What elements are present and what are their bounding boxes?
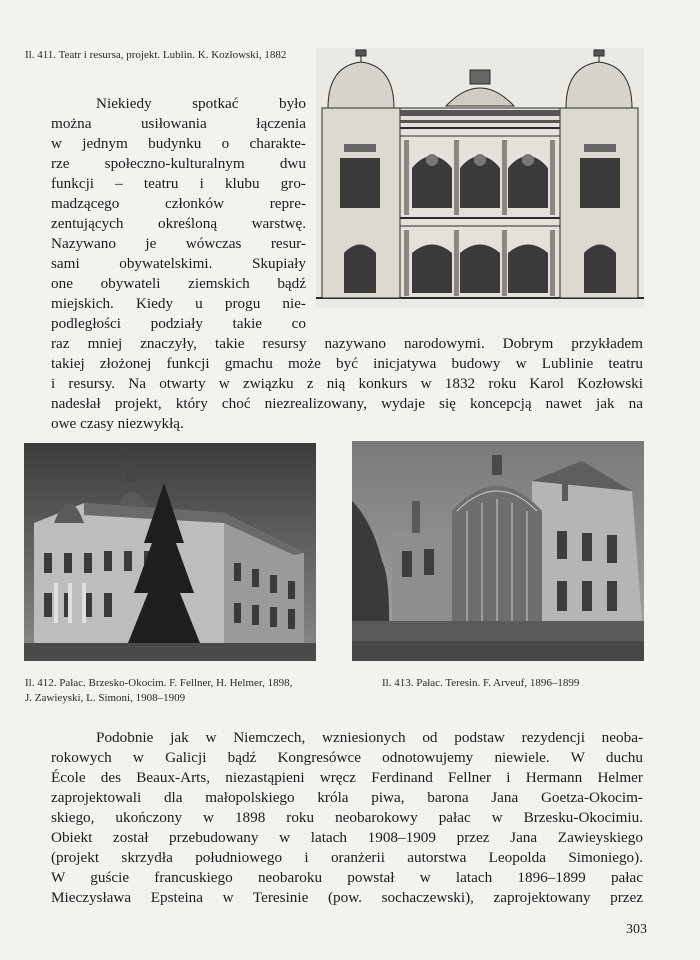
caption-ill-413: Il. 413. Pałac. Teresin. F. Arveuf, 1896–1899 [382, 677, 580, 689]
text-line: madzącego członków repre- [51, 195, 306, 212]
paragraph-1-narrow [51, 94, 306, 334]
text-line: zaprojektowali dla małopolskiego króla piwa, barona Jana Goetza-Okocim- [51, 789, 643, 806]
text-line: one obywateli ziemskich bądź [51, 275, 306, 292]
text-line: W guście francuskiego neobaroku powstał w latach 1896–1899 pałac [51, 869, 643, 886]
caption-line: J. Zawieyski, L. Simoni, 1908–1909 [25, 692, 186, 704]
paragraph-1-wide [51, 334, 643, 434]
text-line: Obiekt został przebudowany w latach 1908–1909 przez Jana Zawieyskiego [51, 829, 643, 846]
figure-palace-teresin-photo [352, 441, 644, 661]
text-line: owe czasy niezwykłą. [51, 415, 184, 432]
text-line: École des Beaux-Arts, niezastąpieni wręcz Ferdinand Fellner i Hermann Helmer [51, 769, 643, 786]
palace-okocim-photo [24, 443, 316, 661]
text-line: rokowych w Galicji bądź Kongresówce odnotowujemy niewiele. W duchu [51, 749, 643, 766]
palace-teresin-photo [352, 441, 644, 661]
text-line: podległości podziały takie co [51, 315, 306, 332]
theatre-facade-drawing [316, 48, 644, 308]
caption-line: Il. 412. Pałac. Brzesko-Okocim. F. Fellner, H. Helmer, 1898, [25, 677, 293, 689]
text-line: takiej złożonej funkcji gmachu może być inicjatywa budowy w Lublinie teatru [51, 355, 643, 372]
figure-theatre-drawing [316, 48, 644, 308]
figure-palace-okocim-photo [24, 443, 316, 661]
text-line: Podobnie jak w Niemczech, wzniesionych od podstaw rezydencji neoba- [96, 729, 643, 746]
text-line: skiego, ukończony w 1898 roku neobarokowy pałac w Brzesku-Okocimiu. [51, 809, 643, 826]
text-line: sami obywatelskimi. Skupiały [51, 255, 306, 272]
text-line: zentujących określoną warstwę. [51, 215, 306, 232]
text-line: funkcji – teatru i klubu gro- [51, 175, 306, 192]
text-line: rze społeczno-kulturalnym dwu [51, 155, 306, 172]
caption-ill-412 [25, 676, 325, 706]
text-line: raz mniej znaczyły, takie resursy nazywano narodowymi. Dobrym przykładem [51, 335, 643, 352]
text-line: i resursy. Na otwarty w związku z nią konkurs w 1832 roku Karol Kozłowski [51, 375, 643, 392]
text-line: można usiłowania łączenia [51, 115, 306, 132]
text-line: Nazywano je wówczas resur- [51, 235, 306, 252]
text-line: (projekt skrzydła południowego i oranżerii autorstwa Leopolda Simoniego). [51, 849, 643, 866]
text-line: Niekiedy spotkać było [96, 95, 306, 112]
paragraph-2 [51, 728, 643, 908]
page-number: 303 [626, 922, 647, 937]
text-line: w jednym budynku o charakte- [51, 135, 306, 152]
text-line: nadesłał projekt, który choć niezrealizowany, wydaje się koncepcją nawet jak na [51, 395, 643, 412]
text-line: miejskich. Kiedy u progu nie- [51, 295, 306, 312]
caption-ill-411: Il. 411. Teatr i resursa, projekt. Lublin. K. Kozłowski, 1882 [25, 49, 287, 61]
text-line: Mieczysława Epsteina w Teresinie (pow. sochaczewski), zaprojektowany przez [51, 889, 643, 906]
